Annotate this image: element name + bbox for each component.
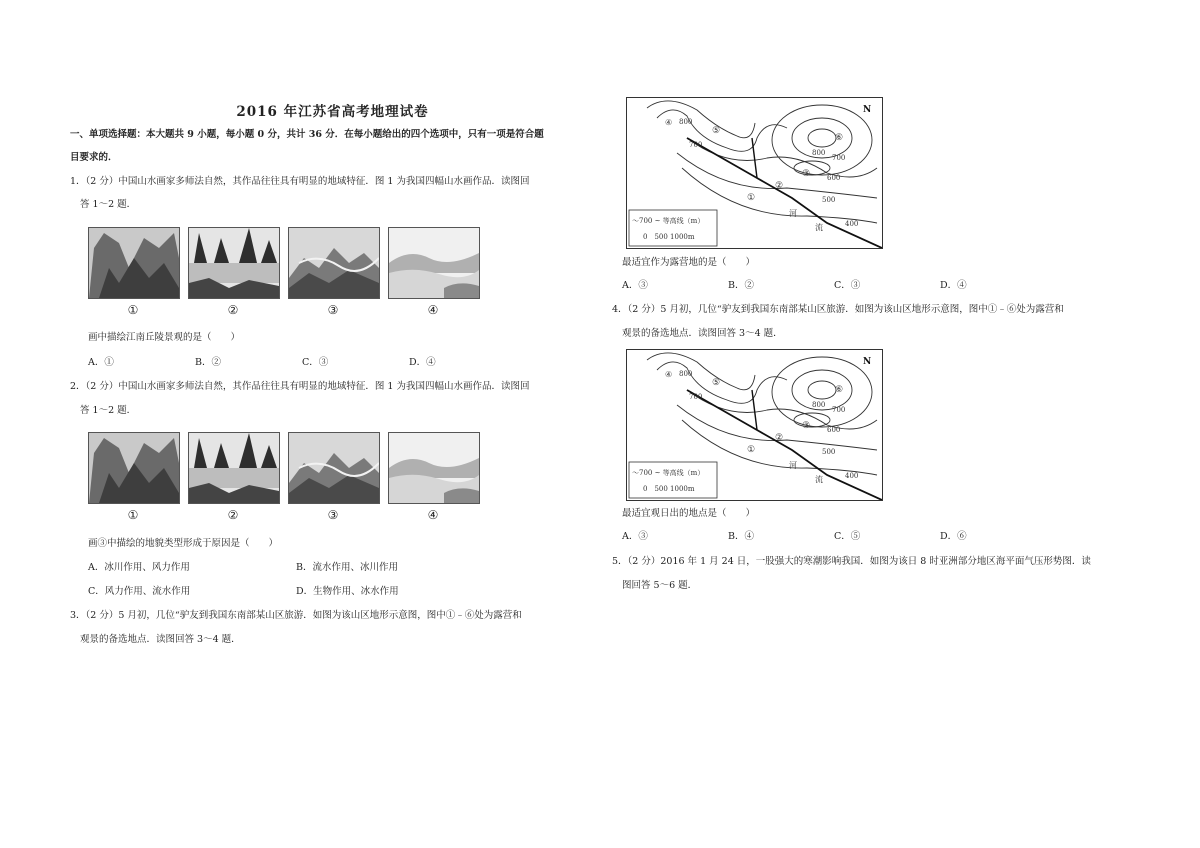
map-q4-river-2: 流 (815, 475, 823, 484)
map-q3-river-2: 流 (815, 223, 823, 232)
map-q3-point-3: ③ (802, 169, 811, 179)
map-q3-contour-800b: 800 (812, 149, 826, 157)
painting-3-label: ③ (327, 303, 339, 317)
q4-text-line2: 观景的备选地点．读图回答 3～4 题． (622, 328, 783, 339)
q5-text-line1: 5．（2 分）2016 年 1 月 24 日，一股强大的寒潮影响我国．如图为该日 8 时亚洲部分地区海平面气压形势图．读 (612, 556, 1091, 567)
painting-1-image (88, 432, 180, 504)
q3-option-c[interactable]: C．③ (834, 280, 861, 291)
q2-option-c[interactable]: C．风力作用、流水作用 (88, 586, 191, 597)
q3-text-line1: 3．（2 分）5 月初，几位“驴友到我国东南部某山区旅游．如图为该山区地形示意图，图中①﹣⑥处为露营和 (70, 610, 522, 621)
q3-option-b[interactable]: B．② (728, 280, 754, 291)
painting-4-label: ④ (427, 303, 439, 317)
map-q3-contour-700a: 700 (689, 141, 703, 149)
q3-text-line2: 观景的备选地点．读图回答 3～4 题． (80, 634, 241, 645)
painting-1-label: ① (127, 303, 139, 317)
map-q3-contour-700b: 700 (832, 154, 846, 162)
painting-3-image (288, 432, 380, 504)
map-q4-contour-600: 600 (827, 426, 841, 434)
q4-option-d[interactable]: D．⑥ (940, 531, 967, 542)
terrain-map-q4 (626, 349, 883, 501)
map-q4-point-4: ④ (665, 370, 673, 379)
map-q3-contour-800a: 800 (679, 118, 693, 126)
q3-option-d[interactable]: D．④ (940, 280, 967, 291)
q4-option-a[interactable]: A．③ (622, 531, 648, 542)
map-q3-point-4: ④ (665, 118, 673, 127)
terrain-map-q3 (626, 97, 883, 249)
map-q3-contour-400: 400 (845, 220, 859, 228)
q4-text-line1: 4．（2 分）5 月初，几位“驴友到我国东南部某山区旅游．如图为该山区地形示意图，图中①﹣⑥处为露营和 (612, 304, 1064, 315)
q2-stem: 画③中描绘的地貌类型形成于原因是（ ） (88, 538, 279, 549)
q2-option-d[interactable]: D．生物作用、冰水作用 (296, 586, 399, 597)
map-q3-legend-scale: 0 500 1000m (643, 233, 695, 241)
map-q3-point-5: ⑤ (712, 126, 721, 136)
map-q3-point-6: ⑥ (835, 133, 844, 143)
q1-text-line1: 1．（2 分）中国山水画家多师法自然，其作品往往具有明显的地域特征．图 1 为我国四幅山水画作品．读图回 (70, 176, 530, 187)
map-q3-contour-500: 500 (822, 196, 836, 204)
map-q4-contour-800a: 800 (679, 370, 693, 378)
painting-3-image (288, 227, 380, 299)
map-q4-contour-400: 400 (845, 472, 859, 480)
map-q4-point-5: ⑤ (712, 378, 721, 388)
map-q4-contour-800b: 800 (812, 401, 826, 409)
painting-1-image (88, 227, 180, 299)
map-q3-point-1: ① (747, 193, 756, 203)
q1-option-d[interactable]: D．④ (409, 357, 436, 368)
map-q4-north-arrow: N (863, 357, 872, 367)
q3-option-a[interactable]: A．③ (622, 280, 648, 291)
map-q3-legend-contour: ～700 ~ 等高线（m） (632, 217, 705, 225)
painting-3-label: ③ (327, 508, 339, 522)
painting-2-label: ② (227, 508, 239, 522)
q4-option-c[interactable]: C．⑤ (834, 531, 861, 542)
q1-option-c[interactable]: C．③ (302, 357, 329, 368)
map-q4-point-2: ② (775, 433, 784, 443)
map-q4-river-1: 河 (789, 461, 797, 470)
painting-4-label: ④ (427, 508, 439, 522)
map-q3-contour-600: 600 (827, 174, 841, 182)
q1-stem: 画中描绘江南丘陵景观的是（ ） (88, 332, 241, 343)
q2-option-b[interactable]: B．流水作用、冰川作用 (296, 562, 398, 573)
map-q3-point-2: ② (775, 181, 784, 191)
map-q4-contour-700a: 700 (689, 393, 703, 401)
map-q4-contour-700b: 700 (832, 406, 846, 414)
q1-option-b[interactable]: B．② (195, 357, 221, 368)
painting-4-image (388, 432, 480, 504)
section-heading-line2: 目要求的． (70, 152, 118, 163)
painting-2-image (188, 227, 280, 299)
map-q4-legend-scale: 0 500 1000m (643, 485, 695, 493)
section-heading-line1: 一、单项选择题：本大题共 9 小题，每小题 0 分，共计 36 分．在每小题给出的四个选项中，只有一项是符合题 (70, 129, 544, 140)
map-q4-legend-contour: ～700 ~ 等高线（m） (632, 469, 705, 477)
map-q4-point-3: ③ (802, 421, 811, 431)
map-q4-point-6: ⑥ (835, 385, 844, 395)
painting-4-image (388, 227, 480, 299)
q2-text-line1: 2．（2 分）中国山水画家多师法自然，其作品往往具有明显的地域特征．图 1 为我国四幅山水画作品．读图回 (70, 381, 530, 392)
q1-text-line2: 答 1～2 题． (80, 199, 137, 210)
map-q4-contour-500: 500 (822, 448, 836, 456)
map-q3-river-1: 河 (789, 209, 797, 218)
q2-text-line2: 答 1～2 题． (80, 405, 137, 416)
q3-stem: 最适宜作为露营地的是（ ） (622, 257, 756, 268)
q4-option-b[interactable]: B．④ (728, 531, 754, 542)
painting-2-label: ② (227, 303, 239, 317)
painting-2-image (188, 432, 280, 504)
map-q3-north-arrow: N (863, 105, 872, 115)
map-q4-point-1: ① (747, 445, 756, 455)
q4-stem: 最适宜观日出的地点是（ ） (622, 508, 756, 519)
q5-text-line2: 图回答 5～6 题． (622, 580, 698, 591)
page-title: 2016 年江苏省高考地理试卷 (236, 104, 429, 120)
painting-1-label: ① (127, 508, 139, 522)
q2-option-a[interactable]: A．冰川作用、风力作用 (88, 562, 190, 573)
q1-option-a[interactable]: A．① (88, 357, 114, 368)
